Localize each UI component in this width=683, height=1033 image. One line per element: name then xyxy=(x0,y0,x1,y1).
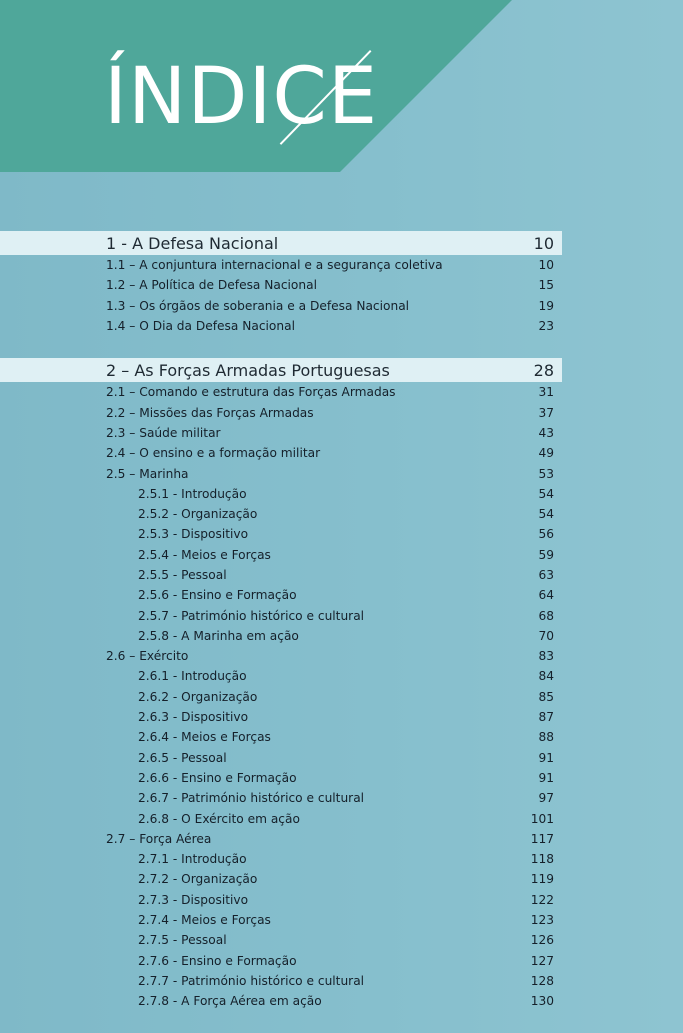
entry-page-number: 64 xyxy=(538,588,554,603)
entry-label: 2.7.2 - Organização xyxy=(138,872,258,887)
entry-page-number: 70 xyxy=(538,628,554,643)
toc-entry[interactable] xyxy=(0,463,562,483)
entry-page-number: 56 xyxy=(538,527,554,542)
entry-label: 2.7.4 - Meios e Forças xyxy=(138,913,271,928)
entry-label: 2.6.3 - Dispositivo xyxy=(138,710,249,725)
section-page-number: 10 xyxy=(533,233,554,253)
toc-subentry[interactable] xyxy=(0,869,562,889)
entry-label: 1.2 – A Política de Defesa Nacional xyxy=(106,278,317,293)
toc-subentry[interactable] xyxy=(0,951,562,971)
entry-page-number: 83 xyxy=(538,649,554,664)
entry-label: 2.5 – Marinha xyxy=(106,466,189,481)
entry-page-number: 127 xyxy=(530,953,554,968)
toc-entry[interactable] xyxy=(0,382,562,402)
section-title: 2 – As Forças Armadas Portuguesas xyxy=(106,360,390,380)
entry-label: 2.5.4 - Meios e Forças xyxy=(138,547,271,562)
entry-label: 1.3 – Os órgãos de soberania e a Defesa Nacional xyxy=(106,298,410,313)
toc-entry[interactable] xyxy=(0,296,562,316)
entry-page-number: 91 xyxy=(538,750,554,765)
section-page-number: 28 xyxy=(533,360,554,380)
entry-label: 2.6.4 - Meios e Forças xyxy=(138,730,271,745)
entry-page-number: 54 xyxy=(538,486,554,501)
toc-subentry[interactable] xyxy=(0,504,562,524)
toc-subentry[interactable] xyxy=(0,585,562,605)
toc-subentry[interactable] xyxy=(0,565,562,585)
toc-subentry[interactable] xyxy=(0,626,562,646)
entry-page-number: 97 xyxy=(538,791,554,806)
entry-page-number: 91 xyxy=(538,770,554,785)
toc-entry[interactable] xyxy=(0,646,562,666)
table-of-contents xyxy=(0,231,562,1033)
entry-label: 1.1 – A conjuntura internacional e a segurança coletiva xyxy=(106,258,443,273)
entry-label: 2.6 – Exército xyxy=(106,649,189,664)
page-title: ÍNDICE xyxy=(104,52,379,142)
toc-subentry[interactable] xyxy=(0,666,562,686)
entry-page-number: 88 xyxy=(538,730,554,745)
entry-page-number: 59 xyxy=(538,547,554,562)
entry-page-number: 87 xyxy=(538,710,554,725)
toc-subentry[interactable] xyxy=(0,768,562,788)
toc-subentry[interactable] xyxy=(0,808,562,828)
entry-page-number: 31 xyxy=(538,385,554,400)
entry-label: 2.6.7 - Património histórico e cultural xyxy=(138,791,365,806)
toc-subentry[interactable] xyxy=(0,605,562,625)
entry-label: 2.1 – Comando e estrutura das Forças Armadas xyxy=(106,385,396,400)
toc-subentry[interactable] xyxy=(0,788,562,808)
toc-section xyxy=(0,231,562,336)
entry-page-number: 128 xyxy=(530,973,554,988)
toc-entry[interactable] xyxy=(0,316,562,336)
entry-label: 2.5.6 - Ensino e Formação xyxy=(138,588,297,603)
entry-page-number: 19 xyxy=(538,298,554,313)
entry-label: 2.7 – Força Aérea xyxy=(106,831,212,846)
toc-entry[interactable] xyxy=(0,443,562,463)
entry-page-number: 15 xyxy=(538,278,554,293)
entry-page-number: 49 xyxy=(538,446,554,461)
section-title: 1 - A Defesa Nacional xyxy=(106,233,279,253)
toc-section-heading[interactable] xyxy=(0,231,562,255)
toc-entry[interactable] xyxy=(0,423,562,443)
entry-page-number: 101 xyxy=(530,811,554,826)
toc-subentry[interactable] xyxy=(0,545,562,565)
toc-subentry[interactable] xyxy=(0,910,562,930)
toc-subentry[interactable] xyxy=(0,971,562,991)
entry-label: 2.5.7 - Património histórico e cultural xyxy=(138,608,365,623)
entry-label: 2.6.6 - Ensino e Formação xyxy=(138,770,297,785)
toc-subentry[interactable] xyxy=(0,707,562,727)
entry-page-number: 118 xyxy=(530,852,554,867)
entry-label: 2.7.1 - Introdução xyxy=(138,852,247,867)
entry-page-number: 130 xyxy=(530,994,554,1009)
toc-entry[interactable] xyxy=(0,402,562,422)
toc-subentry[interactable] xyxy=(0,727,562,747)
entry-label: 2.6.8 - O Exército em ação xyxy=(138,811,300,826)
toc-subentry[interactable] xyxy=(0,687,562,707)
toc-subentry[interactable] xyxy=(0,748,562,768)
entry-label: 2.6.2 - Organização xyxy=(138,689,258,704)
entry-page-number: 54 xyxy=(538,507,554,522)
toc-section xyxy=(0,358,562,1011)
entry-page-number: 37 xyxy=(538,405,554,420)
toc-subentry[interactable] xyxy=(0,991,562,1011)
toc-entry[interactable] xyxy=(0,255,562,275)
toc-section-heading[interactable] xyxy=(0,358,562,382)
entry-label: 2.7.7 - Património histórico e cultural xyxy=(138,973,365,988)
entry-page-number: 85 xyxy=(538,689,554,704)
entry-page-number: 117 xyxy=(530,831,554,846)
entry-page-number: 23 xyxy=(538,319,554,334)
entry-page-number: 10 xyxy=(538,258,554,273)
entry-label: 2.5.3 - Dispositivo xyxy=(138,527,249,542)
entry-label: 2.7.8 - A Força Aérea em ação xyxy=(138,994,322,1009)
toc-subentry[interactable] xyxy=(0,524,562,544)
toc-subentry[interactable] xyxy=(0,849,562,869)
entry-label: 2.6.5 - Pessoal xyxy=(138,750,227,765)
entry-label: 1.4 – O Dia da Defesa Nacional xyxy=(106,319,295,334)
toc-subentry[interactable] xyxy=(0,484,562,504)
entry-page-number: 119 xyxy=(530,872,554,887)
entry-page-number: 122 xyxy=(530,892,554,907)
entry-label: 2.7.6 - Ensino e Formação xyxy=(138,953,297,968)
entry-page-number: 43 xyxy=(538,425,554,440)
entry-label: 2.2 – Missões das Forças Armadas xyxy=(106,405,314,420)
entry-label: 2.7.5 - Pessoal xyxy=(138,933,227,948)
entry-label: 2.3 – Saúde militar xyxy=(106,425,221,440)
toc-subentry[interactable] xyxy=(0,930,562,950)
toc-entry[interactable] xyxy=(0,275,562,295)
toc-entry[interactable] xyxy=(0,829,562,849)
entry-page-number: 123 xyxy=(530,913,554,928)
entry-label: 2.5.5 - Pessoal xyxy=(138,568,227,582)
entry-page-number: 68 xyxy=(538,608,554,623)
entry-page-number: 63 xyxy=(538,568,554,582)
entry-label: 2.7.3 - Dispositivo xyxy=(138,892,249,907)
entry-label: 2.4 – O ensino e a formação militar xyxy=(106,446,321,461)
entry-label: 2.5.8 - A Marinha em ação xyxy=(138,628,299,643)
entry-label: 2.5.1 - Introdução xyxy=(138,486,247,501)
entry-page-number: 84 xyxy=(538,669,554,684)
entry-page-number: 53 xyxy=(538,466,554,481)
entry-page-number: 126 xyxy=(530,933,554,948)
entry-label: 2.6.1 - Introdução xyxy=(138,669,247,684)
toc-subentry[interactable] xyxy=(0,890,562,910)
entry-label: 2.5.2 - Organização xyxy=(138,507,258,522)
